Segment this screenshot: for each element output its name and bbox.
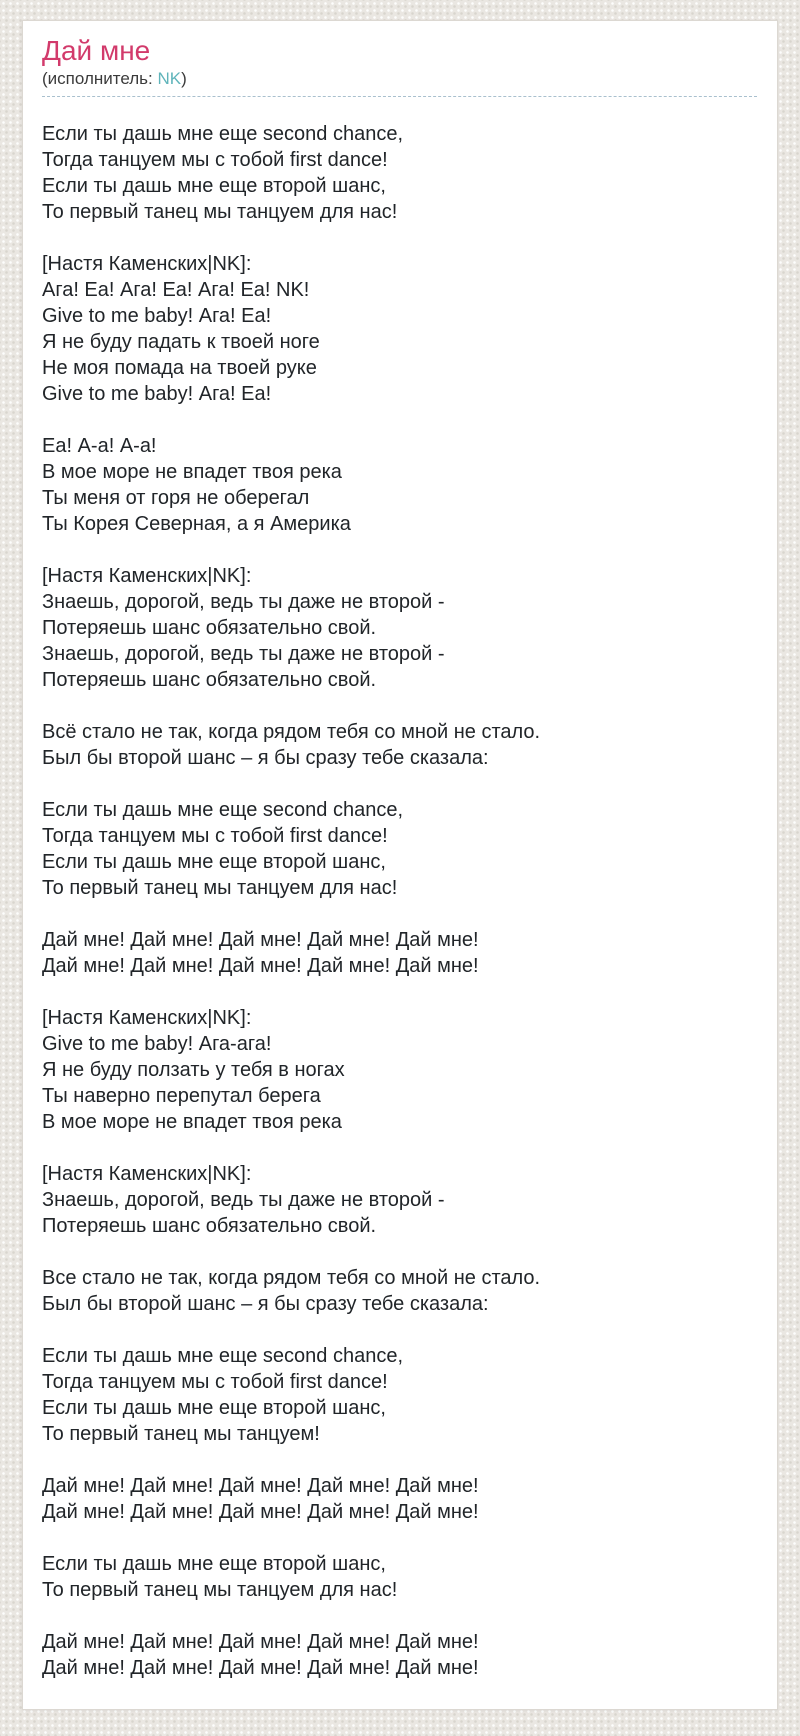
lyrics-stanza: [Настя Каменских|NK]: Give to me baby! Ага-ага! Я не буду ползать у тебя в ногах Ты наверно перепутал берега В мое море не впадет твоя река xyxy=(42,1007,345,1134)
lyrics-stanza: [Настя Каменских|NK]: Ага! Еа! Ага! Еа! Ага! Еа! NK! Give to me baby! Ага! Еа! Я не буду падать к твоей ноге Не моя помада на твоей руке Give to me baby! Ага! Еа! xyxy=(42,253,320,406)
lyrics-stanza: Еа! А-а! А-а! В мое море не впадет твоя река Ты меня от горя не оберегал Ты Корея Северная, а я Америка xyxy=(42,435,351,536)
lyrics-stanza: Если ты дашь мне еще второй шанс, То первый танец мы танцуем для нас! xyxy=(42,1553,398,1602)
lyrics-stanza: Если ты дашь мне еще second chance, Тогда танцуем мы с тобой first dance! Если ты дашь мне еще второй шанс, То первый танец мы танцуем для нас! xyxy=(42,799,404,900)
page-background xyxy=(0,20,800,1710)
artist-label-suffix: ) xyxy=(181,69,187,89)
artist-label-prefix: (исполнитель: xyxy=(42,69,158,89)
lyrics-stanza: Все стало не так, когда рядом тебя со мной не стало. Был бы второй шанс – я бы сразу тебе сказала: xyxy=(42,1267,541,1316)
artist-link[interactable]: NK xyxy=(157,69,182,89)
lyrics-stanza: Дай мне! Дай мне! Дай мне! Дай мне! Дай мне! Дай мне! Дай мне! Дай мне! Дай мне! Дай мне! xyxy=(42,1631,479,1680)
lyrics-stanza: Дай мне! Дай мне! Дай мне! Дай мне! Дай мне! Дай мне! Дай мне! Дай мне! Дай мне! Дай мне! xyxy=(42,929,479,978)
song-header xyxy=(42,35,757,97)
lyrics-card xyxy=(22,20,778,1710)
lyrics-stanza: [Настя Каменских|NK]: Знаешь, дорогой, ведь ты даже не второй - Потеряешь шанс обязательно свой. Знаешь, дорогой, ведь ты даже не второй - Потеряешь шанс обязательно свой. xyxy=(42,565,445,692)
lyrics-stanza: Дай мне! Дай мне! Дай мне! Дай мне! Дай мне! Дай мне! Дай мне! Дай мне! Дай мне! Дай мне! xyxy=(42,1475,479,1524)
lyrics-stanza: [Настя Каменских|NK]: Знаешь, дорогой, ведь ты даже не второй - Потеряешь шанс обязательно свой. xyxy=(42,1163,445,1238)
lyrics-stanza: Если ты дашь мне еще second chance, Тогда танцуем мы с тобой first dance! Если ты дашь мне еще второй шанс, То первый танец мы танцуем! xyxy=(42,1345,404,1446)
lyrics xyxy=(42,121,757,1681)
lyrics-stanza: Если ты дашь мне еще second chance, Тогда танцуем мы с тобой first dance! Если ты дашь мне еще второй шанс, То первый танец мы танцуем для нас! xyxy=(42,123,404,224)
song-title: Дай мне xyxy=(42,35,151,66)
artist-line xyxy=(42,68,757,97)
lyrics-stanza: Всё стало не так, когда рядом тебя со мной не стало. Был бы второй шанс – я бы сразу тебе сказала: xyxy=(42,721,541,770)
